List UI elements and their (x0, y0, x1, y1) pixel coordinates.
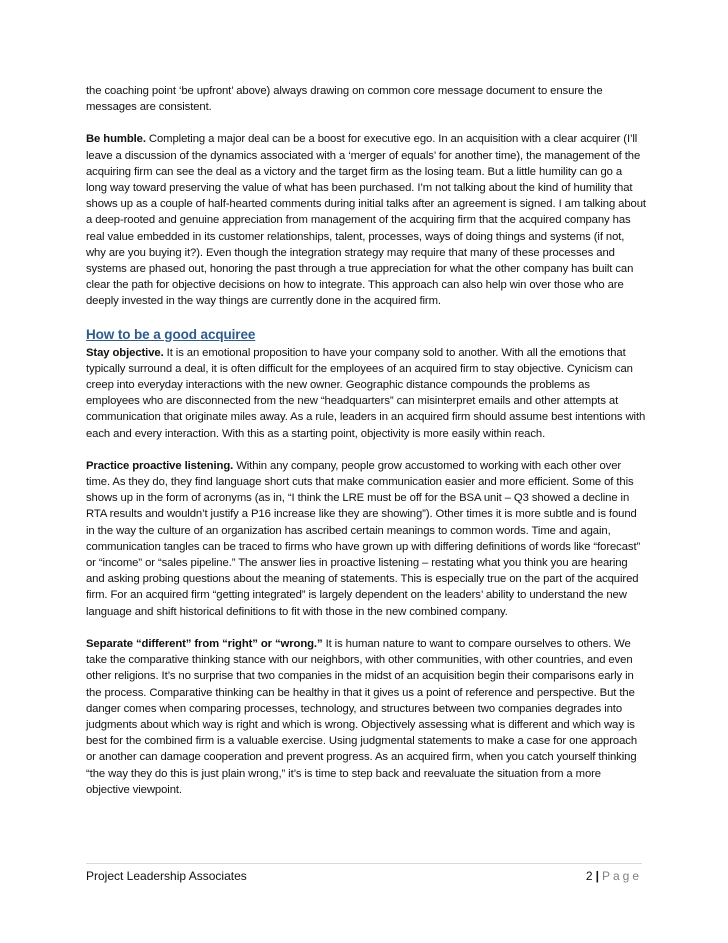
stay-objective-paragraph (86, 345, 646, 442)
intro-paragraph (86, 83, 646, 115)
be-humble-lead: Be humble. (86, 133, 146, 146)
footer-divider (86, 863, 642, 864)
stay-objective-lead: Stay objective. (86, 346, 164, 359)
separate-lead: Separate “different” from “right” or “wrong.” (86, 637, 323, 650)
body-text (86, 83, 646, 814)
page-separator: | (595, 869, 599, 883)
be-humble-text: Completing a major deal can be a boost for executive ego. In an acquisition with a clear acquirer (I’ll leave a discussion of the dynamics associated with a ‘merger of equals’ for another time), the management of the acquiring firm can see the deal as a victory and the target firm as the losing team. But a little humility can go a long way toward preserving the value of what has been purchased. I’m not talking about the kind of humility that shows up as a couple of half-hearted comments during initial talks after an agreement is signed. I am talking about a deep-rooted and genuine appreciation from management of the acquiring firm that the acquired company has real value embedded in its customer relationships, talent, processes, ways of doing things and systems (if not, why are you buying it?). Even though the integration strategy may require that many of these processes and systems are phased out, honoring the past through a true appreciation for what the other company has built can clear the path for objective decisions on how to integrate. This approach can also help win over those who are deeply invested in the way things are currently done in the acquired firm. (86, 133, 646, 308)
page-number: 2 (585, 869, 593, 883)
page-indicator (586, 868, 642, 884)
proactive-listening-text: Within any company, people grow accustomed to working with each other over time. As they do, they find language short cuts that make communication easier and more efficient. Some of this shows up in the form of acronyms (as in, “I think the LRE must be off for the BSA unit – Q3 showed a decline in RTA results and wouldn’t justify a P16 increase like they are showing”). Other times it is more subtle and is found in the way the culture of an organization has ascribed certain meanings to common words. Time and again, communication tangles can be traced to firms who have grown up with differing definitions of words like “forecast” or “income” or “sales pipeline.” The answer lies in proactive listening – restating what you think you are hearing and asking probing questions about the meaning of statements. This is especially true on the part of the acquired firm. For an acquired firm “getting integrated” is largely dependent on the leaders’ ability to understand the new language and shift historical definitions to fit with those in the new combined company. (86, 459, 641, 618)
separate-text: It is human nature to want to compare ourselves to others. We take the comparative thinking stance with our neighbors, with other communities, with other countries, and even other religions. It’s no surprise that two companies in the midst of an acquisition begin their comparisons early in the process. Comparative thinking can be healthy in that it gives us a point of reference and perspective. But the danger comes when comparing processes, technology, and structures between two companies degrades into judgments about which way is right and which is wrong. Objectively assessing what is different and which way is best for the combined firm is a valuable exercise. Using judgmental statements to make a case for one approach or another can damage cooperation and prevent progress. As an acquired firm, when you catch yourself thinking “the way they do this is just plain wrong,” it’s is time to step back and reevaluate the situation from a more objective viewpoint. (86, 637, 637, 796)
intro-text: the coaching point ‘be upfront’ above) always drawing on common core message document to ensure the messages are consistent. (86, 85, 603, 114)
proactive-listening-lead: Practice proactive listening. (86, 459, 234, 472)
stay-objective-text: It is an emotional proposition to have your company sold to another. With all the emotions that typically surround a deal, it is often difficult for the employees of an acquired firm to stay objective. Cynicism can creep into everyday interactions with the new owner. Geographic distance compounds the problems as employees who are disconnected from the new “headquarters” can misinterpret emails and other attempts at communication that originate miles away. As a rule, leaders in an acquired firm should assume best intentions with each and every interaction. With this as a starting point, objectivity is more easily within reach. (86, 346, 646, 440)
proactive-listening-paragraph (86, 458, 646, 620)
be-humble-paragraph (86, 131, 646, 309)
separate-paragraph (86, 636, 646, 798)
section-heading: How to be a good acquiree (86, 326, 256, 342)
footer-company: Project Leadership Associates (86, 869, 247, 883)
page-word: Page (601, 869, 642, 883)
